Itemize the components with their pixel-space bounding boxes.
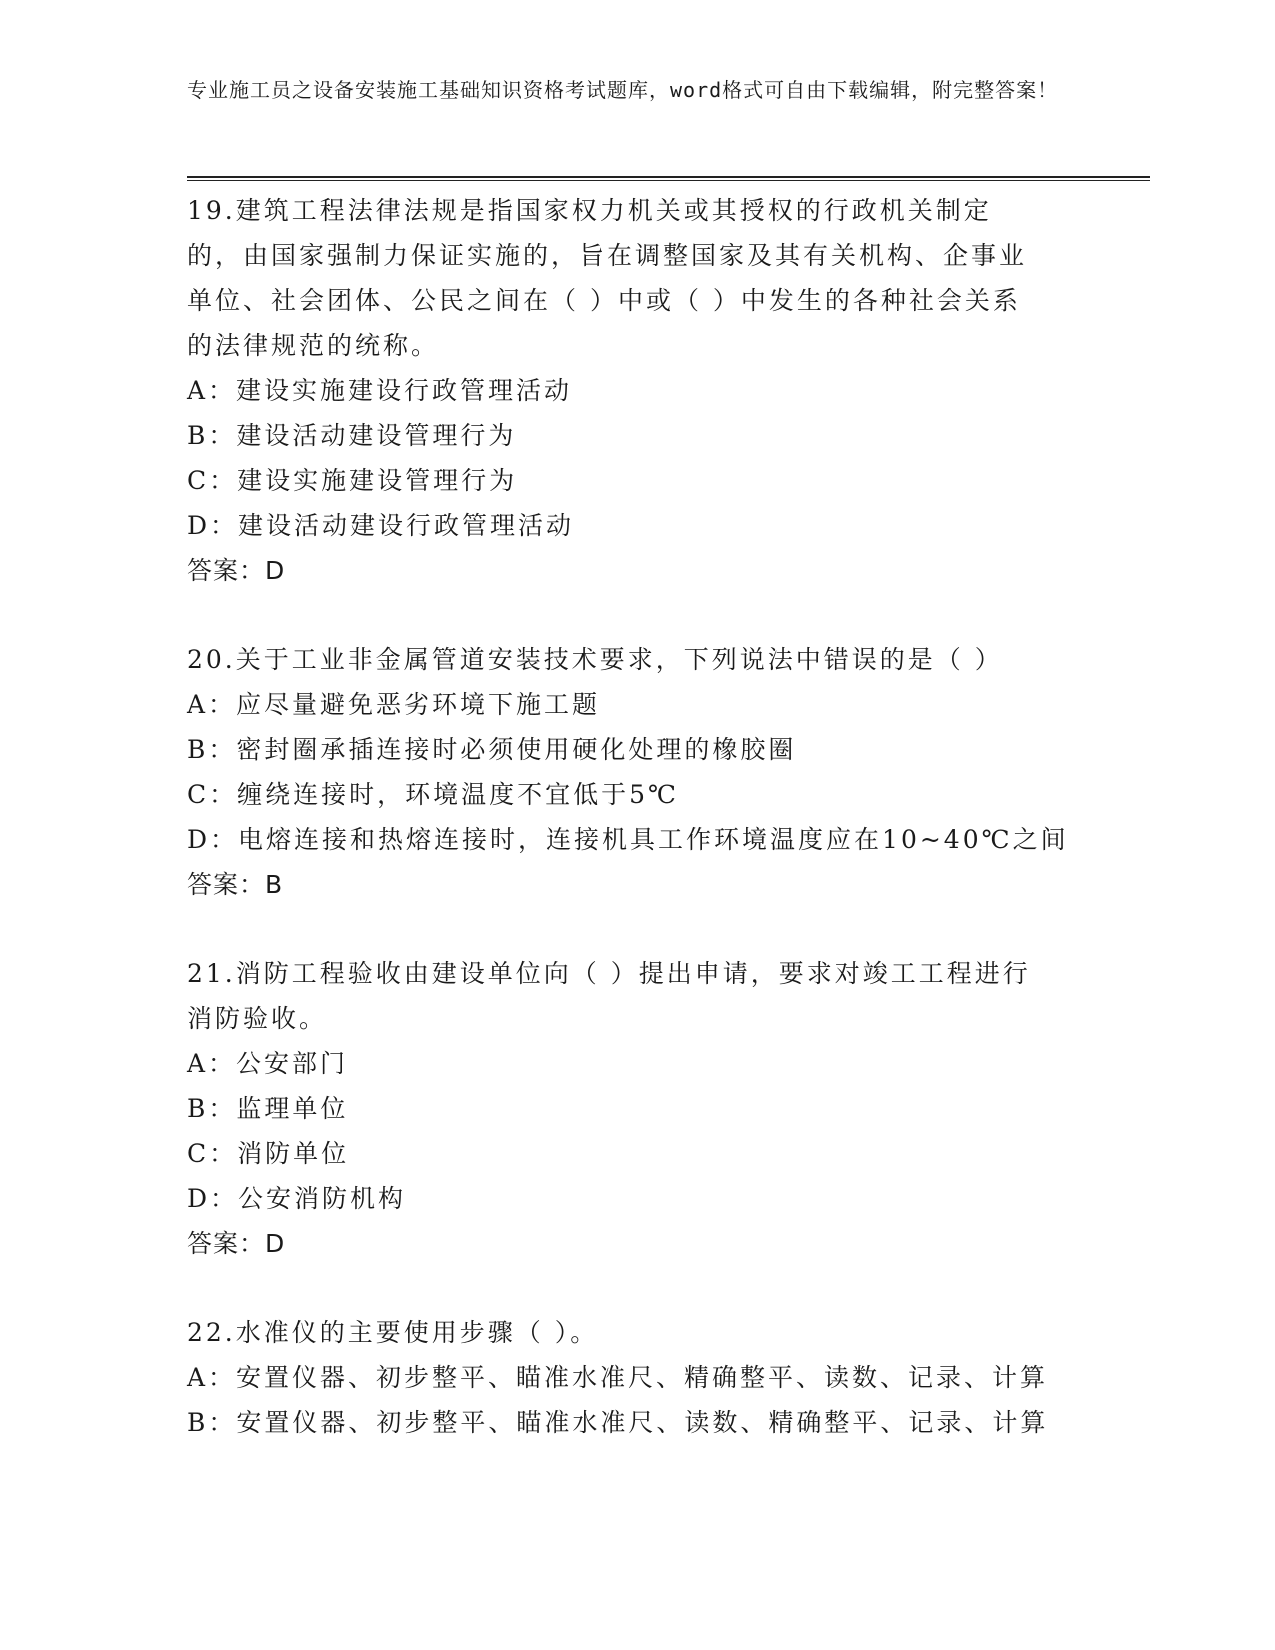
question-stem: 22.水准仪的主要使用步骤（ ）。 <box>187 1318 599 1347</box>
option-a: A：建设实施建设行政管理活动 <box>187 376 573 405</box>
question-list <box>187 188 1147 1489</box>
question-stem: 20.关于工业非金属管道安装技术要求，下列说法中错误的是（ ） <box>187 645 1003 674</box>
option-a: A：应尽量避免恶劣环境下施工题 <box>187 690 601 719</box>
option-a: A：安置仪器、初步整平、瞄准水准尺、精确整平、读数、记录、计算 <box>187 1363 1049 1392</box>
question-20 <box>187 637 1147 907</box>
question-stem: 19.建筑工程法律法规是指国家权力机关或其授权的行政机关制定的，由国家强制力保证实施的，旨在调整国家及其有关机构、企事业单位、社会团体、公民之间在（ ）中或（ ）中发生的各种社会关系的法律规范的统称。 <box>187 196 1028 360</box>
option-b: B：密封圈承插连接时必须使用硬化处理的橡胶圈 <box>187 735 797 764</box>
option-b: B：安置仪器、初步整平、瞄准水准尺、读数、精确整平、记录、计算 <box>187 1408 1049 1437</box>
option-d: D：建设活动建设行政管理活动 <box>187 511 575 540</box>
question-22 <box>187 1310 1147 1445</box>
answer: 答案：D <box>187 1229 286 1258</box>
option-b: B：监理单位 <box>187 1094 349 1123</box>
option-d: D：公安消防机构 <box>187 1184 407 1213</box>
question-stem: 21.消防工程验收由建设单位向（ ）提出申请，要求对竣工工程进行消防验收。 <box>187 959 1031 1033</box>
option-c: C：建设实施建设管理行为 <box>187 466 518 495</box>
header-divider <box>187 176 1150 181</box>
question-19 <box>187 188 1147 593</box>
answer: 答案：B <box>187 870 284 899</box>
answer: 答案：D <box>187 556 286 585</box>
option-b: B：建设活动建设管理行为 <box>187 421 517 450</box>
question-21 <box>187 951 1147 1266</box>
option-c: C：缠绕连接时，环境温度不宜低于5℃ <box>187 780 680 809</box>
option-d: D：电熔连接和热熔连接时，连接机具工作环境温度应在10~40℃之间 <box>187 825 1069 854</box>
option-c: C：消防单位 <box>187 1139 350 1168</box>
document-header: 专业施工员之设备安装施工基础知识资格考试题库，word格式可自由下载编辑，附完整答案！ <box>187 78 1059 102</box>
option-a: A：公安部门 <box>187 1049 349 1078</box>
